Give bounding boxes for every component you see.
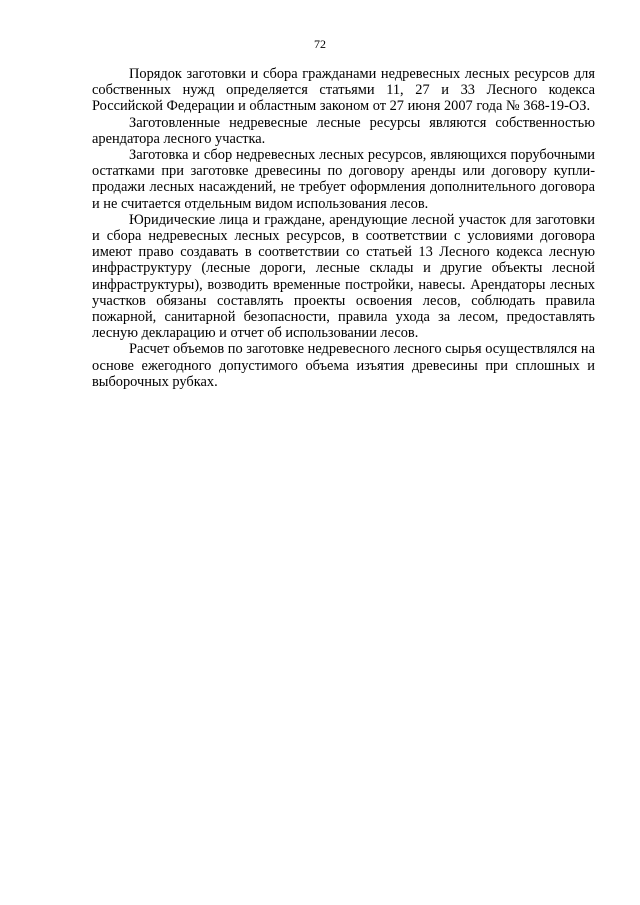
paragraph-harvesting-procedure: Порядок заготовки и сбора гражданами недревесных лесных ресурсов для собственных нужд определяется статьями 11, 27 и 33 Лесного кодекса Российской Федерации и областным законом от 27 июня 2007 года № 368-19-ОЗ. bbox=[92, 66, 595, 115]
paragraph-volume-calculation: Расчет объемов по заготовке недревесного лесного сырья осуществлялся на основе ежегодного допустимого объема изъятия древесины при сплошных и выборочных рубках. bbox=[92, 341, 595, 390]
page-number: 72 bbox=[314, 37, 326, 51]
paragraph-logging-residues: Заготовка и сбор недревесных лесных ресурсов, являющихся порубочными остатками при заготовке древесины по договору аренды или договору купли-продажи лесных насаждений, не требует оформления дополнительного договора и не считается отдельным видом использования лесов. bbox=[92, 147, 595, 212]
paragraph-ownership: Заготовленные недревесные лесные ресурсы являются собственностью арендатора лесного участка. bbox=[92, 114, 595, 147]
document-body bbox=[92, 66, 595, 390]
paragraph-lessee-rights: Юридические лица и граждане, арендующие лесной участок для заготовки и сбора недревесных лесных ресурсов, в соответствии с условиями договора имеют право создавать в соответствии со статьей 13 Лесного кодекса лесную инфраструктуру (лесные дороги, лесные склады и другие объекты лесной инфраструктуры), возводить временные постройки, навесы. Арендаторы лесных участков обязаны составлять проекты освоения лесов, соблюдать правила пожарной, санитарной безопасности, правила ухода за лесом, предоставлять лесную декларацию и отчет об использовании лесов. bbox=[92, 211, 595, 342]
